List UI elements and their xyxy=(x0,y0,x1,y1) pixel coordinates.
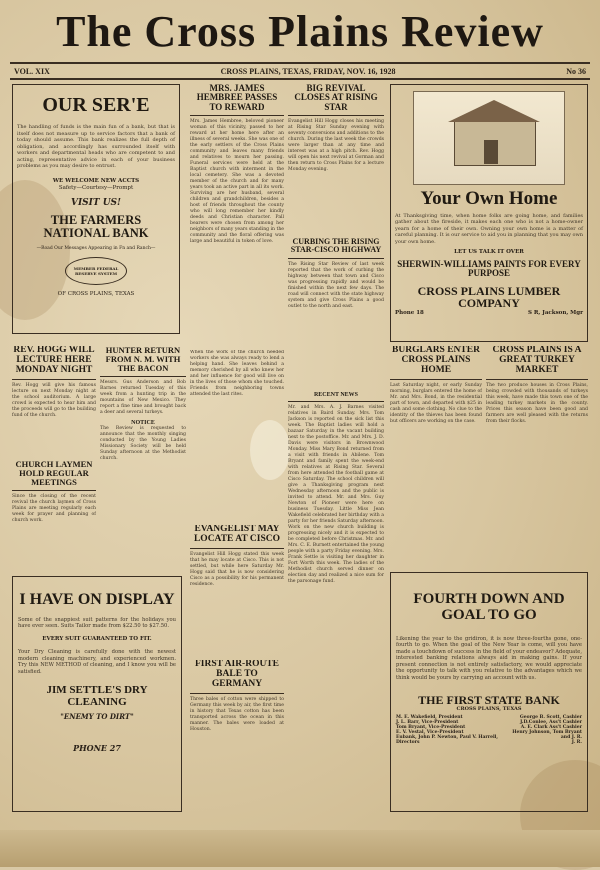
ad-footer xyxy=(395,310,583,316)
turkey-article xyxy=(486,346,588,566)
ad-visit: VISIT US! xyxy=(70,197,122,208)
hunter-article xyxy=(100,346,186,572)
officers-right: George B. Scott, Cashier J.D.Conlee, Ass't Cashier A. E. Clark Ass't Cashier Henry Johnson, Tom Bryant and J. R. J. R. xyxy=(512,715,582,746)
article-body: Evangelist Hill Hogg closes his meeting at Rising Star Sunday evening with seventy conversions and additions to the church. During the last week the crowds were larger than at any time and interest was at a high pitch. Rev. Hogg will open his next revival at Gorman and then return to Cross Plains for a lecture Monday evening. xyxy=(288,119,384,173)
article-body: Mr. and Mrs. A. J. Barnes visited relatives in Baird Sunday. Mrs. Tom Jackson is reported on the sick list this week. The Baptist ladies will hold a bazaar Saturday in the vacant building next to the postoffice. Mr. and Mrs. J. D. Davis were visitors in Brownwood Monday. Miss Mary Bond returned from a visit with friends in Abilene. Tom Bryant and family spent the week-end with relatives at Rising Star. Several from here attended the football game at Cisco Saturday. The school children will give a Thanksgiving program next Wednesday afternoon and the public is invited to attend. Mr. and Mrs. Guy Newton of Pioneer were here on business Tuesday. Little Miss Jean Wakefield celebrated her birthday with a party for her friends Saturday afternoon. Work on the new church building is progressing nicely and it is expected to be completed before Christmas. Mr. and Mrs. C. E. Burnett entertained the young people with a party Friday evening. Mrs. Frank Settle is visiting her daughter in Fort Worth this week. The ladies of the Methodist church served dinner on election day and realized a nice sum for the parsonage fund. xyxy=(288,405,384,585)
notice-body: The Review is requested to announce that the monthly singing conducted by the Young Ladies Missionary Society will be held Sunday afternoon at the Methodist church. xyxy=(100,426,186,462)
middle-continued xyxy=(190,350,284,520)
ad-phone: Phone 18 xyxy=(395,310,424,317)
ad-title: FOURTH DOWN AND GOAL TO GO xyxy=(413,591,565,623)
ad-title: OUR SER'E xyxy=(42,94,150,116)
ad-line2: Your Dry Cleaning is carefully done with the newest modern cleaning machinery, and experienced workmen. Try this NEW METHOD of cleaning, and I know you will be satisfied. xyxy=(18,648,176,675)
article-body: Rev. Hogg will give his famous lecture on next Monday night at the school auditorium. A large crowd is expected to hear him and the proceeds will go to the building fund of the church. xyxy=(12,382,96,418)
ad-phone: PHONE 27 xyxy=(73,743,121,754)
ad-road-line: —Road Our Messages Appearing in Fn and Ranch— xyxy=(36,245,156,251)
ad-welcome: WE WELCOME NEW ACCTS xyxy=(52,177,140,184)
federal-reserve-seal: MEMBER FEDERAL RESERVE SYSTEM xyxy=(65,257,127,285)
revival-article xyxy=(288,84,384,234)
volume: VOL. XIX xyxy=(14,66,50,76)
article-body: Since the closing of the recent revival the church laymen of Cross Plains are meeting regularly each week for prayer and planning of church work. xyxy=(12,493,96,523)
dateline-bar xyxy=(10,62,590,80)
ad-company: CROSS PLAINS LUMBER COMPANY xyxy=(417,283,561,311)
dry-cleaning-ad xyxy=(12,576,182,812)
airroute-article xyxy=(190,660,284,810)
ad-cta: LET US TALK IT OVER xyxy=(454,248,524,255)
burglars-article xyxy=(390,346,482,566)
article-headline: REV. HOGG WILL LECTURE HERE MONDAY NIGHT xyxy=(13,346,95,375)
article-headline: CURBING THE RISING STAR-CISCO HIGHWAY xyxy=(290,238,382,255)
ad-guarantee: EVERY SUIT GUARANTEED TO FIT. xyxy=(42,635,152,642)
article-body: Messrs. Gus Anderson and Bob Barnes returned Tuesday of this week from a hunting trip in the mountains of New Mexico. They report a fine time and brought back a deer and several turkeys. xyxy=(100,379,186,415)
ad-manager: S R, Jackson, Mgr xyxy=(527,310,583,317)
ad-officers xyxy=(396,715,582,745)
house-illustration xyxy=(413,91,565,185)
evangelist-article xyxy=(190,525,284,655)
article-headline: CROSS PLAINS IS A GREAT TURKEY MARKET xyxy=(492,346,582,375)
ad-body: Likening the year to the gridiron, it is now three-fourths gone, one-fourth to go. When the goal of the New Year is come, will you have made a touchdown of success in the field of your endeavor? Adequate, interested banking relations always aid in making gains. If your present connection is not entirely satisfactory, we would appreciate the opportunity to talk with you relative to the advantages which we think would be yours by carrying an account with us. xyxy=(396,635,582,682)
article-headline: CHURCH LAYMEN HOLD REGULAR MEETINGS xyxy=(15,460,93,487)
notice-headline: NOTICE xyxy=(131,419,155,426)
article-headline: EVANGELIST MAY LOCATE AT CISCO xyxy=(193,525,281,544)
article-body: When the work of the church needed workers she was always ready to lend a helping hand. She leaves behind a memory cherished by all who knew her and her influence for good will live on in the lives of those whom she touched. Friends from neighboring towns attended the last rites. xyxy=(190,350,284,397)
article-body: The Rising Star Review of last week reported that the work of curbing the highway between that town and Cisco was progressing rapidly and would be finished within the next few days. The road will connect with the state highway system and give Cross Plains a good outlet to the north and east. xyxy=(288,261,384,309)
article-headline: HUNTER RETURN FROM N. M. WITH THE BACON xyxy=(105,346,181,373)
hembree-article xyxy=(190,84,284,344)
article-body: Mrs. James Hembree, beloved pioneer woman of this vicinity, passed to her reward at her home here after an illness of several weeks. She was one of the early settlers of the Cross Plains community and leaves many friends and relatives to mourn her passing. Funeral services were held at the Baptist church with interment in the local cemetery. She was a devoted member of the church and for many years took an active part in all its work. Surviving are her husband, several children and grandchildren, besides a host of friends throughout the county who will long remember her kindly deeds and Christian character. Pall bearers were chosen from among her neighbors of many years standing in the community and the floral offering was large and beautiful in token of love. xyxy=(190,119,284,245)
hogg-article xyxy=(12,346,96,456)
laymen-article xyxy=(12,460,96,572)
article-headline: BURGLARS ENTER CROSS PLAINS HOME xyxy=(392,346,480,375)
ad-location: OF CROSS PLAINS, TEXAS xyxy=(57,290,135,297)
recent-news-column xyxy=(288,392,384,812)
ad-line1: Some of the snappiest suit patterns for the holidays you have ever seen. Suits Tailor made from $22.50 to $27.50. xyxy=(18,616,176,630)
officers-left: M. E. Wakefield, President J. L. Barr, Vice-President Tom Bryant, Vice-President E. V. Vestal, Vice-President Eubank, John P. Newton, Paul V. Harrell, Directors xyxy=(396,715,498,746)
ad-paint: SHERWIN-WILLIAMS PAINTS FOR EVERY PURPOSE xyxy=(397,258,581,279)
masthead-title: The Cross Plains Review xyxy=(56,7,544,56)
article-headline: MRS. JAMES HEMBREE PASSES TO REWARD xyxy=(196,84,278,112)
ad-shop-name: JIM SETTLE'S DRY CLEANING xyxy=(46,684,148,708)
date: CROSS PLAINS, TEXAS, FRIDAY, NOV. 16, 1928 xyxy=(220,66,396,76)
lumber-ad xyxy=(390,84,588,342)
article-body: The two produce houses in Cross Plains, being crowded with thousands of turkeys this week, have made this town one of the leading turkey markets in the county. Prices this season have been good and farmers are well pleased with the returns from their flocks. xyxy=(486,382,588,424)
ad-slogan: "ENEMY TO DIRT" xyxy=(60,712,134,722)
ad-city: CROSS PLAINS, TEXAS xyxy=(456,706,522,713)
ad-bank-name: THE FARMERS NATIONAL BANK xyxy=(43,212,149,240)
article-body: Evangelist Hill Hogg stated this week that he may locate at Cisco. This is not settled, but while here Saturday Mr. Hogg said that he is now considering Cisco as a possibility for his permanent residence. xyxy=(190,551,284,587)
ad-bank-name: THE FIRST STATE BANK xyxy=(418,692,560,707)
torn-bottom-edge xyxy=(0,830,600,867)
ad-body: The handling of funds is the main fun of a bank, but that is itself does not measure up to service factors that a bank of today should assume. This bank realizes the full depth of obligation, and accordingly has surrounded itself with workers and departmental heads who are competent to and acting, representative advice in each of your business problems as you may desire to entrust. xyxy=(17,124,175,169)
article-headline: FIRST AIR-ROUTE BALE TO GERMANY xyxy=(194,660,280,689)
ad-body: At Thanksgiving time, when home folks are going home, and families gather about the fireside, it makes each one who is not a home-owner yearn for a home of their own. Owning your own home is a matter of careful planning. It is our service to aid you in planning that you may own your own home. xyxy=(395,212,583,245)
state-bank-ad xyxy=(390,572,588,812)
issue-number: No 36 xyxy=(566,66,586,76)
article-headline: BIG REVIVAL CLOSES AT RISING STAR xyxy=(294,84,378,112)
section-headline: RECENT NEWS xyxy=(313,392,359,398)
highway-article xyxy=(288,238,384,388)
ad-tagline: Safety—Courtesy—Prompt xyxy=(58,184,134,191)
farmers-bank-ad xyxy=(12,84,180,334)
article-body: Last Saturday night, or early Sunday morning, burglars entered the home of Mr. and Mrs. Bond, in the residential part of town, and departed with $25 in cash and some clothing. No clue to the identity of the thieves has been found but officers are working on the case. xyxy=(390,382,482,424)
article-body: Three bales of cotton were shipped to Germany this week by air, the first time in history that Texas cotton has been transported across the ocean in this manner. The bales were loaded at Houston. xyxy=(190,696,284,732)
ad-title: I HAVE ON DISPLAY xyxy=(19,591,175,608)
ad-title: Your Own Home xyxy=(420,188,558,209)
